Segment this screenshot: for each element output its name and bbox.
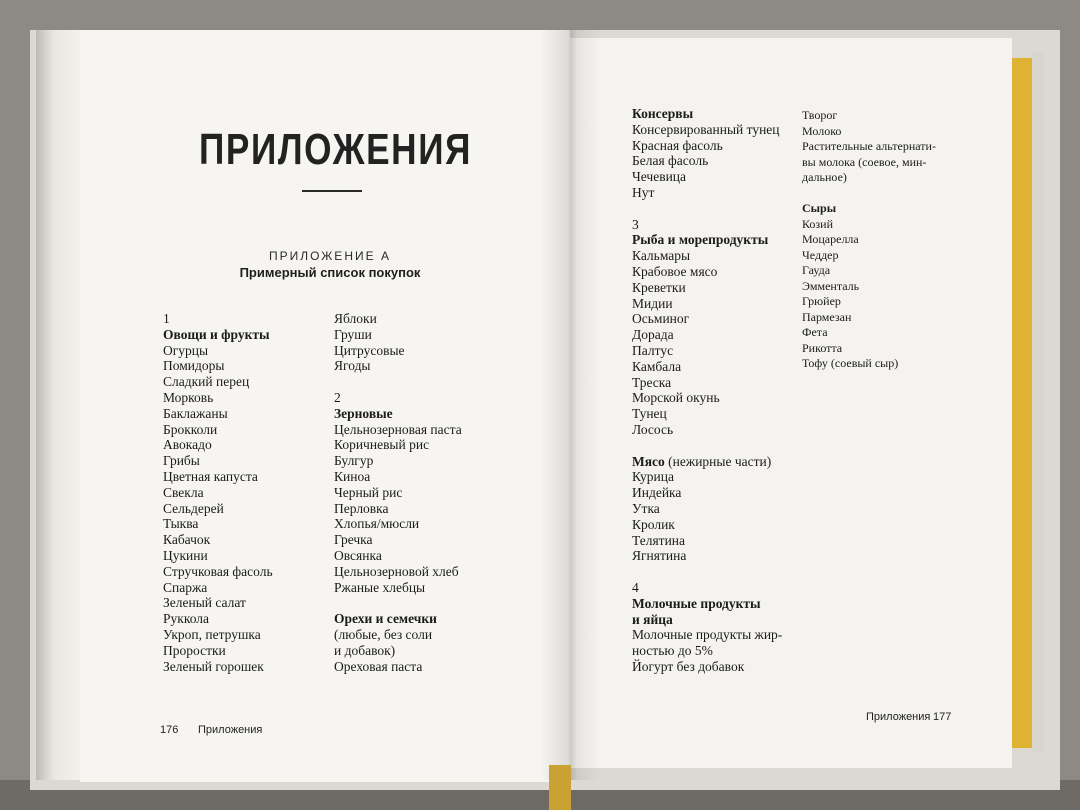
book-gutter	[540, 30, 600, 780]
list-item: Осьминог	[632, 311, 690, 327]
list-item: Фета	[802, 325, 828, 339]
list-item: Стручковая фасоль	[163, 563, 273, 579]
list-item: Чеддер	[802, 247, 839, 262]
running-head-right: Приложения	[866, 711, 931, 723]
list-item: Ореховая паста	[334, 658, 423, 674]
list-item: Зеленый салат	[163, 595, 246, 611]
list-item: Креветки	[632, 279, 686, 295]
list-spacer	[632, 438, 782, 454]
list-item: Кролик	[632, 516, 675, 532]
list-spacer	[334, 595, 462, 611]
list-item: Курица	[632, 469, 674, 485]
appendix-label: ПРИЛОЖЕНИЕ А	[269, 249, 391, 263]
list-heading: Овощи и фрукты	[163, 326, 270, 342]
list-item: дальное)	[802, 170, 847, 184]
left-page-column-1	[163, 311, 273, 674]
list-item: Утка	[632, 500, 660, 516]
list-item: Овсянка	[334, 547, 382, 563]
list-heading: Консервы	[632, 106, 694, 121]
list-item: Мидии	[632, 295, 673, 311]
list-item: Брокколи	[163, 421, 218, 437]
list-heading: Зерновые	[334, 405, 393, 421]
list-item: Консервированный тунец	[632, 121, 780, 137]
list-item: Рикотта	[802, 340, 843, 355]
list-heading-text: Мясо	[632, 453, 665, 469]
right-page-column-2	[802, 108, 936, 372]
list-item: Грибы	[163, 453, 200, 469]
list-item: Тыква	[163, 516, 199, 532]
list-heading: Сыры	[802, 201, 837, 215]
list-item: и добавок)	[334, 642, 396, 658]
list-spacer	[632, 201, 782, 217]
list-item: Кабачок	[163, 532, 211, 548]
list-item: Палтус	[632, 342, 674, 358]
list-item: вы молока (соевое, мин-	[802, 154, 927, 169]
page-stack-left	[36, 30, 86, 780]
list-item: Цельнозерновой хлеб	[334, 563, 459, 579]
list-item: Перловка	[334, 500, 389, 516]
list-item: Эмменталь	[802, 278, 860, 293]
list-item: Лосось	[632, 421, 674, 437]
list-item: Черный рис	[334, 484, 403, 500]
list-item: Молоко	[802, 123, 842, 138]
list-item: Коричневый рис	[334, 437, 430, 453]
list-item: Белая фасоль	[632, 153, 709, 169]
list-item: Нут	[632, 184, 655, 200]
list-item: Цельнозерновая паста	[334, 421, 462, 437]
list-item: Моцарелла	[802, 232, 859, 246]
list-item: Телятина	[632, 532, 686, 548]
list-item: Козий	[802, 216, 833, 231]
title-divider	[302, 190, 362, 192]
yellow-page-edge	[1010, 58, 1032, 748]
chapter-title: ПРИЛОЖЕНИЯ	[199, 125, 473, 174]
list-heading: Орехи и семечки	[334, 611, 437, 627]
list-item: Йогурт без добавок	[632, 658, 745, 674]
list-item: Растительные альтернати-	[802, 139, 936, 153]
list-item: Проростки	[163, 642, 226, 658]
list-item: Свекла	[163, 484, 204, 500]
list-item: Киноа	[334, 468, 371, 484]
section-number: 2	[334, 389, 341, 405]
list-item: Авокадо	[163, 437, 212, 453]
list-item: Яблоки	[334, 311, 377, 326]
page-stack-right	[1032, 52, 1044, 752]
list-item: Укроп, петрушка	[163, 626, 261, 642]
left-page-column-2	[334, 311, 462, 674]
page-number-right: 177	[933, 711, 952, 723]
list-item: Гауда	[802, 263, 831, 277]
list-item: Баклажаны	[163, 405, 228, 421]
list-item: ностью до 5%	[632, 643, 713, 659]
list-item: Пармезан	[802, 309, 852, 324]
list-item: Цукини	[163, 547, 208, 563]
list-item: Чечевица	[632, 169, 687, 185]
list-heading: и яйца	[632, 611, 673, 627]
list-spacer	[802, 186, 936, 202]
list-item: Руккола	[163, 611, 209, 627]
list-item: Ягоды	[334, 358, 371, 374]
right-page-column-1	[632, 106, 782, 675]
list-spacer	[334, 374, 462, 390]
list-item: Тунец	[632, 406, 667, 422]
list-item: Морской окунь	[632, 390, 720, 406]
list-item: Булгур	[334, 453, 374, 469]
list-spacer	[632, 564, 782, 580]
list-item: Творог	[802, 108, 838, 122]
list-item: Зеленый горошек	[163, 658, 264, 674]
list-item: Красная фасоль	[632, 137, 723, 153]
page-number-left: 176	[160, 724, 179, 736]
running-head-left: Приложения	[198, 724, 263, 736]
list-item: Ржаные хлебцы	[334, 579, 426, 595]
section-number: 4	[632, 579, 639, 595]
list-item: Огурцы	[163, 342, 209, 358]
list-item: Сельдерей	[163, 500, 224, 516]
list-item: Молочные продукты жир-	[632, 627, 783, 643]
list-item: Кальмары	[632, 248, 691, 264]
bookmark-ribbon	[549, 765, 571, 810]
list-item: (любые, без соли	[334, 626, 433, 642]
list-item: Камбала	[632, 358, 682, 374]
list-item: Хлопья/мюсли	[334, 516, 420, 532]
section-number: 3	[632, 216, 639, 232]
list-item: Сладкий перец	[163, 374, 250, 390]
list-heading-note: (нежирные части)	[664, 453, 772, 469]
list-item: Цитрусовые	[334, 342, 405, 358]
list-heading: Рыба и морепродукты	[632, 232, 769, 248]
list-item: Грюйер	[802, 294, 841, 308]
list-item: Спаржа	[163, 579, 208, 595]
list-item: Крабовое мясо	[632, 263, 718, 279]
list-item: Груши	[334, 326, 372, 342]
list-item: Гречка	[334, 532, 373, 548]
list-item: Помидоры	[163, 358, 225, 374]
list-item: Дорада	[632, 327, 674, 343]
section-number: 1	[163, 311, 170, 326]
list-item: Тофу (соевый сыр)	[802, 356, 899, 370]
list-item: Треска	[632, 374, 672, 390]
list-item: Цветная капуста	[163, 468, 258, 484]
list-heading	[632, 454, 782, 470]
appendix-subtitle: Примерный список покупок	[239, 265, 421, 280]
list-item: Морковь	[163, 389, 214, 405]
list-item: Индейка	[632, 485, 682, 501]
list-item: Ягнятина	[632, 548, 687, 564]
list-heading: Молочные продукты	[632, 595, 761, 611]
